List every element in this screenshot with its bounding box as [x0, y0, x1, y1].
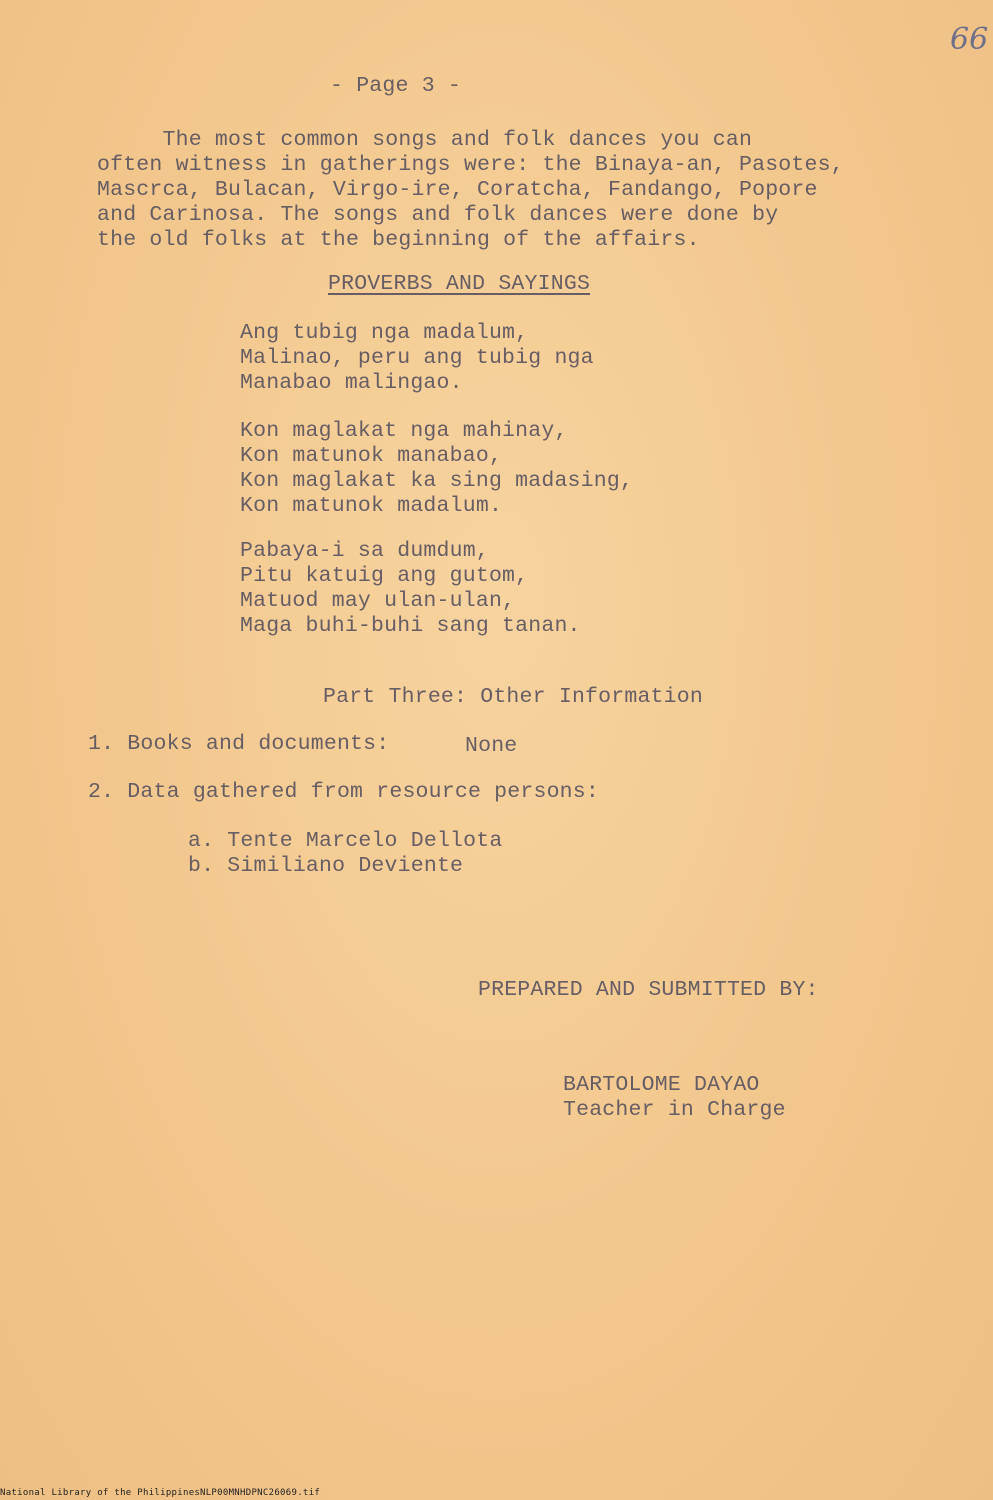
section-heading: PROVERBS AND SAYINGS	[328, 272, 591, 296]
proverb-line: Kon maglakat ka sing madasing,	[240, 469, 634, 493]
resource-person: a. Tente Marcelo Dellota	[188, 829, 503, 853]
proverb-line: Pabaya-i sa dumdum,	[240, 539, 489, 563]
page-number-handwritten: 66	[950, 22, 989, 57]
list-item-value: None	[465, 734, 518, 758]
proverb-line: Ang tubig nga madalum,	[240, 321, 529, 345]
footer-filename: NLP00MNHDPNC26069.tif	[200, 1488, 321, 1498]
paragraph-line: often witness in gatherings were: the Binaya-an, Pasotes,	[97, 153, 844, 177]
part-heading: Part Three: Other Information	[323, 685, 703, 709]
paragraph-line: and Carinosa. The songs and folk dances were done by	[97, 203, 779, 227]
proverb-line: Malinao, peru ang tubig nga	[240, 346, 594, 370]
list-item-label: 1. Books and documents:	[88, 732, 390, 756]
proverb-line: Matuod may ulan-ulan,	[240, 589, 516, 613]
footer-library: National Library of the Philippines	[0, 1488, 201, 1498]
proverb-line: Pitu katuig ang gutom,	[240, 564, 529, 588]
resource-person: b. Similiano Deviente	[188, 854, 464, 878]
proverb-line: Kon matunok madalum.	[240, 494, 503, 518]
paragraph-line: Mascrca, Bulacan, Virgo-ire, Coratcha, Fandango, Popore	[97, 178, 818, 202]
paragraph-line: the old folks at the beginning of the affairs.	[97, 228, 700, 252]
paragraph-line: The most common songs and folk dances you can	[97, 128, 753, 152]
signatory-name: BARTOLOME DAYAO	[563, 1073, 760, 1097]
proverb-line: Kon maglakat nga mahinay,	[240, 419, 568, 443]
proverb-line: Manabao malingao.	[240, 371, 463, 395]
signatory-title: Teacher in Charge	[563, 1098, 786, 1122]
prepared-by-label: PREPARED AND SUBMITTED BY:	[478, 978, 819, 1002]
page-header: - Page 3 -	[330, 74, 462, 98]
proverb-line: Maga buhi-buhi sang tanan.	[240, 614, 581, 638]
list-item-label: 2. Data gathered from resource persons:	[88, 780, 599, 804]
proverb-line: Kon matunok manabao,	[240, 444, 503, 468]
